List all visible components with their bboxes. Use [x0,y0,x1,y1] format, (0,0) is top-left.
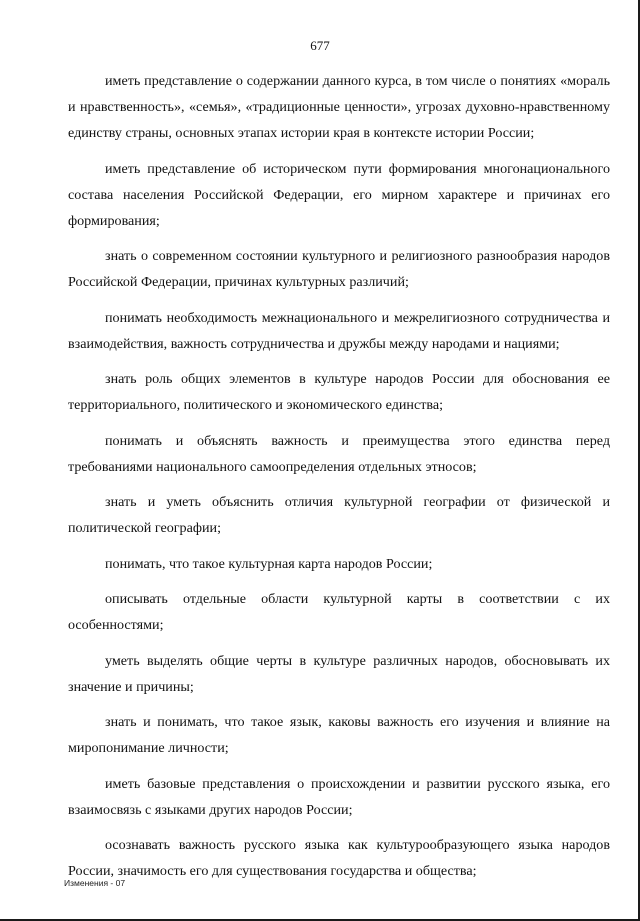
paragraph: иметь представление об историческом пути формирования многонационального состава населения Российской Федерации, его мирном характере и причинах его формирования; [68,160,610,229]
paragraph: знать и уметь объяснить отличия культурной географии от физической и политической географии; [68,494,610,536]
paragraph: осознавать важность русского языка как культурообразующего языка народов России, значимость его для существования государства и общества; [68,837,610,879]
paragraph: понимать необходимость межнационального и межрелигиозного сотрудничества и взаимодействия, важность сотрудничества и дружбы между народами и нациями; [68,309,610,352]
paragraph: понимать и объяснять важность и преимущества этого единства перед требованиями национального самоопределения отдельных этносов; [68,432,610,475]
paragraph: иметь представление о содержании данного курса, в том числе о понятиях «мораль и нравственность», «семья», «традиционные ценности», угрозах духовно-нравственному единству страны, основных этапах истории края в контексте истории России; [68,73,610,141]
revision-footer: Изменения - 07 [64,878,126,888]
paragraph: иметь базовые представления о происхождении и развитии русского языка, его взаимосвязь с языками других народов России; [68,775,610,818]
page-number: 677 [310,38,330,53]
paragraph: понимать, что такое культурная карта народов России; [105,555,433,572]
paragraph: описывать отдельные области культурной карты в соответствии с их особенностями; [68,591,610,633]
paragraph: знать и понимать, что такое язык, каковы важность его изучения и влияние на миропонимание личности; [68,714,610,756]
paragraph: знать о современном состоянии культурного и религиозного разнообразия народов Российской Федерации, причинах культурных различий; [68,248,610,290]
paragraph: знать роль общих элементов в культуре народов России для обоснования ее территориального, политического и экономического единства; [68,371,610,413]
paragraph: уметь выделять общие черты в культуре различных народов, обосновывать их значение и причины; [68,652,610,695]
document-body [68,68,610,894]
